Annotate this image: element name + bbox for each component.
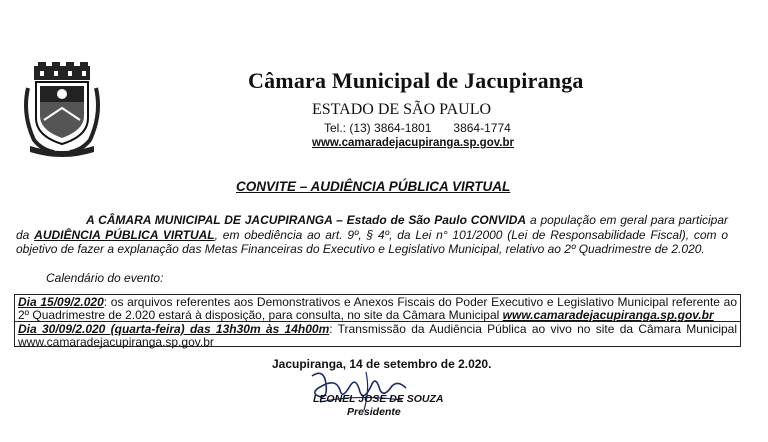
event-row — [15, 295, 740, 322]
invitation-text-2: , em obediência ao art. 9º, § 4º, da Lei n° 101/2000 (Lei de Responsabilidade Fiscal), com o objetivo de fazer a explanação das Metas Financeiras do Executivo e Legislativo Municipal, relativo ao 2º Quadrimestre de 2.020. — [16, 227, 729, 256]
calendar-label: Calendário do evento: — [46, 271, 164, 285]
event-text: : os arquivos referentes aos Demonstrativos e Anexos Fiscais do Poder Executivo e Legislativo Municipal referente ao 2º Quadrimestre de 2.020 estará à disposição, para consulta, no site da Câmara Municipal — [18, 295, 737, 322]
event-website-link[interactable]: www.camaradejacupiranga.sp.gov.br — [502, 307, 714, 322]
header-website-link[interactable]: www.camaradejacupiranga.sp.gov.br — [312, 137, 514, 149]
signer-role: Presidente — [347, 406, 401, 418]
municipal-coat-of-arms — [20, 62, 104, 158]
event-date: Dia 30/09/2.020 (quarta-feira) das 13h30m às 14h00m — [18, 322, 330, 336]
invitation-paragraph — [16, 213, 728, 257]
phone-primary: Tel.: (13) 3864-1801 — [324, 121, 432, 135]
audiencia-label: AUDIÊNCIA PÚBLICA VIRTUAL — [34, 227, 215, 242]
state-subtitle: ESTADO DE SÃO PAULO — [312, 101, 492, 118]
phone-secondary: 3864-1774 — [453, 121, 511, 135]
signer-name: LEONEL JOSÉ DE SOUZA — [313, 393, 444, 405]
event-row — [15, 322, 740, 348]
place-and-date: Jacupiranga, 14 de setembro de 2.020. — [272, 357, 492, 371]
invitation-lead: A CÂMARA MUNICIPAL DE JACUPIRANGA – Estado de São Paulo CONVIDA — [86, 213, 527, 227]
page-title: Câmara Municipal de Jacupiranga — [248, 68, 584, 93]
event-schedule-table — [14, 294, 741, 347]
event-date: Dia 15/09/2.020 — [18, 295, 104, 309]
phone-numbers — [324, 121, 511, 135]
invitation-text-1: a população em geral para participar da — [16, 213, 728, 242]
event-text: : Transmissão da Audiência Pública ao vivo no site da Câmara Municipal www.camaradejacupiranga.sp.gov.br — [18, 322, 737, 349]
invitation-heading: CONVITE – AUDIÊNCIA PÚBLICA VIRTUAL — [236, 179, 511, 194]
